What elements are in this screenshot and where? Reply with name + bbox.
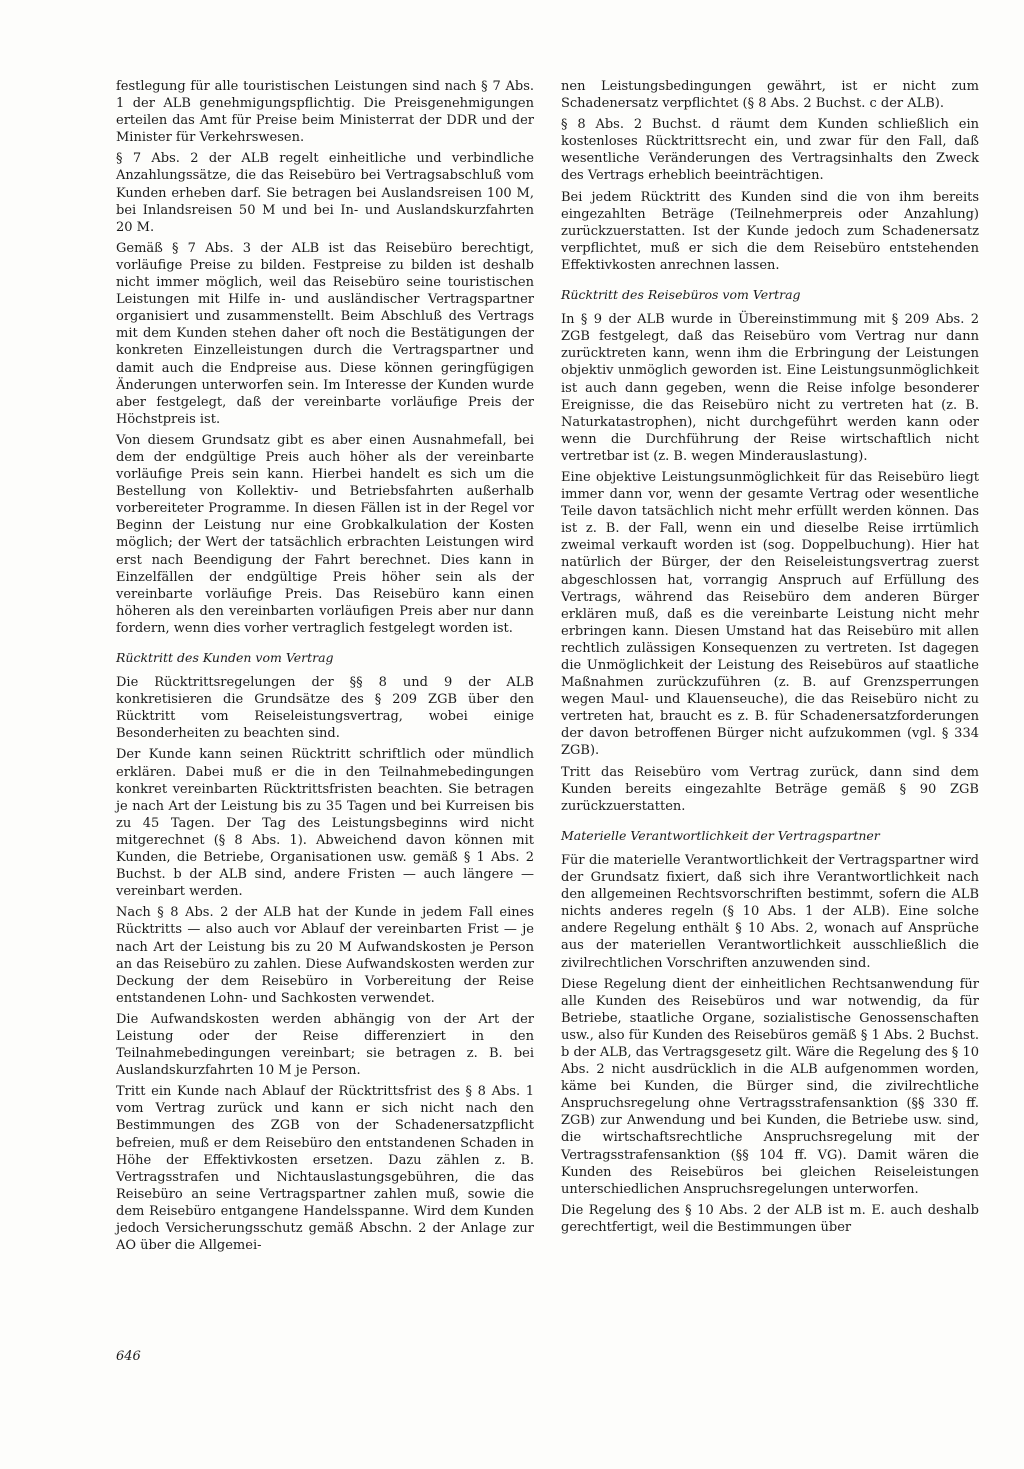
- left-paragraph: § 7 Abs. 2 der ALB regelt einheitliche und verbindliche Anzahlungssätze, die das Reisebüro bei Vertragsabschluß vom Kunden erheben darf. Sie betragen bei Auslandsreisen 100 M, bei Inlandsreisen 50 M und bei In- und Auslandskurzfahrten 20 M.: [116, 151, 534, 235]
- left-paragraph: festlegung für alle touristischen Leistungen sind nach § 7 Abs. 1 der ALB genehmigungspflichtig. Die Preisgenehmigungen erteilen das Amt für Preise beim Ministerrat der DDR und der Minister für Verkehrswesen.: [116, 79, 534, 146]
- right-paragraph: Tritt das Reisebüro vom Vertrag zurück, dann sind dem Kunden bereits eingezahlte Beträge gemäß § 90 ZGB zurückzuerstatten.: [561, 764, 979, 814]
- left-paragraph: Die Rücktrittsregelungen der §§ 8 und 9 der ALB konkretisieren die Grundsätze des § 209 ZGB über den Rücktritt vom Reiseleistungsvertrag, wobei einige Besonderheiten zu beachten sind.: [116, 675, 534, 742]
- right-paragraph: Diese Regelung dient der einheitlichen Rechtsanwendung für alle Kunden des Reisebüros und war notwendig, da für Betriebe, staatliche Organe, sozialistische Genossenschaften usw., also für Kunden des Reisebüros gemäß § 1 Abs. 2 Buchst. b der ALB, das Vertragsgesetz gilt. Wäre die Regelung des § 10 Abs. 2 nicht ausdrücklich in die ALB aufgenommen worden, käme bei Kunden, die Bürger sind, die zivilrechtliche Anspruchsregelung ohne Vertragsstrafensanktion (§§ 330 ff. ZGB) zur Anwendung und bei Kunden, die Betriebe usw. sind, die wirtschaftsrechtliche Anspruchsregelung mit der Vertragsstrafensanktion (§§ 104 ff. VG). Damit wären die Kunden des Reisebüros bei gleichen Reiseleistungen unterschiedlichen Anspruchsregelungen unterworfen.: [561, 976, 979, 1197]
- left-column: [116, 78, 534, 1258]
- right-paragraph: nen Leistungsbedingungen gewährt, ist er nicht zum Schadenersatz verpflichtet (§ 8 Abs. 2 Buchst. c der ALB).: [561, 79, 979, 112]
- left-heading: Rücktritt des Kunden vom Vertrag: [116, 650, 334, 665]
- right-column: [561, 78, 979, 1240]
- left-paragraph: Die Aufwandskosten werden abhängig von der Art der Leistung oder der Reise differenziert in den Teilnahmebedingungen vereinbart; sie betragen z. B. bei Auslandskurzfahrten 10 M je Person.: [116, 1011, 534, 1079]
- right-paragraph: Die Regelung des § 10 Abs. 2 der ALB ist m. E. auch deshalb gerechtfertigt, weil die Bestimmungen über: [561, 1202, 979, 1235]
- left-paragraph: Der Kunde kann seinen Rücktritt schriftlich oder mündlich erklären. Dabei muß er die in den Teilnahmebedingungen konkret vereinbarten Rücktrittsfristen beachten. Sie betragen je nach Art der Leistung bis zu 35 Tagen und bei Kurreisen bis zu 45 Tagen. Der Tag des Leistungsbeginns wird nicht mitgerechnet (§ 8 Abs. 1). Abweichend davon können mit Kunden, die Betriebe, Organisationen usw. gemäß § 1 Abs. 2 Buchst. b der ALB sind, andere Fristen — auch längere — vereinbart werden.: [116, 747, 534, 900]
- right-heading: Materielle Verantwortlichkeit der Vertragspartner: [561, 827, 880, 843]
- left-paragraph: Tritt ein Kunde nach Ablauf der Rücktrittsfrist des § 8 Abs. 1 vom Vertrag zurück und kann er sich nicht nach den Bestimmungen des ZGB von der Schadenersatzpflicht befreien, muß er dem Reisebüro den entstandenen Schaden in Höhe der Effektivkosten ersetzen. Dazu zählen z. B. Vertragsstrafen und Nichtauslastungsgebühren, die das Reisebüro an seine Vertragspartner zahlen muß, sowie die dem Reisebüro entgangene Handelsspanne. Wird dem Kunden jedoch Versicherungsschutz gemäß Abschn. 2 der Anlage zur AO über die Allgemei-: [116, 1084, 534, 1254]
- left-paragraph: Nach § 8 Abs. 2 der ALB hat der Kunde in jedem Fall eines Rücktritts — also auch vor Ablauf der vereinbarten Frist — je nach Art der Leistung bis zu 20 M Aufwandskosten je Person an das Reisebüro zu zahlen. Diese Aufwandskosten werden zur Deckung der dem Reisebüro in Vorbereitung der Reise entstandenen Lohn- und Sachkosten verwendet.: [116, 905, 534, 1006]
- right-paragraph: Bei jedem Rücktritt des Kunden sind die von ihm bereits eingezahlten Beträge (Teilnehmerpreis oder Anzahlung) zurückzuerstatten. Ist der Kunde jedoch zum Schadenersatz verpflichtet, muß er sich die dem Reisebüro entstehenden Effektivkosten anrechnen lassen.: [561, 189, 979, 273]
- page-number: 646: [116, 1349, 141, 1364]
- right-paragraph: § 8 Abs. 2 Buchst. d räumt dem Kunden schließlich ein kostenloses Rücktrittsrecht ein, und zwar für den Fall, daß wesentliche Veränderungen des Vertragsinhalts den Zweck des Vertrags erheblich beeinträchtigen.: [561, 117, 979, 184]
- right-heading: Rücktritt des Reisebüros vom Vertrag: [561, 287, 801, 303]
- right-paragraph: Eine objektive Leistungsunmöglichkeit für das Reisebüro liegt immer dann vor, wenn der gesamte Vertrag oder wesentliche Teile davon tatsächlich nicht mehr erfüllt werden können. Das ist z. B. der Fall, wenn ein und dieselbe Reise irrtümlich zweimal verkauft worden ist (sog. Doppelbuchung). Hier hat natürlich der Bürger, der den Reiseleistungsvertrag zuerst abgeschlossen hat, vorrangig Anspruch auf Erfüllung des Vertrags, während das Reisebüro dem anderen Bürger erklären muß, daß es die vereinbarte Leistung nicht mehr erbringen kann. Diesen Umstand hat das Reisebüro mit allen rechtlich zulässigen Konsequenzen zu vertreten. Ist dagegen die Unmöglichkeit der Leistung des Reisebüros auf staatliche Maßnahmen zurückzuführen (z. B. auf Grenzsperrungen wegen Maul- und Klauenseuche), die das Reisebüro nicht zu vertreten hat, braucht es z. B. für Schadenersatzforderungen der davon betroffenen Bürger nicht aufzukommen (vgl. § 334 ZGB).: [561, 469, 979, 759]
- right-paragraph: In § 9 der ALB wurde in Übereinstimmung mit § 209 Abs. 2 ZGB festgelegt, daß das Reisebüro vom Vertrag nur dann zurücktreten kann, wenn ihm die Erbringung der Leistungen objektiv unmöglich geworden ist. Eine Leistungsunmöglichkeit ist auch dann gegeben, wenn die Reise infolge besonderer Ereignisse, die das Reisebüro nicht zu vertreten hat (z. B. Naturkatastrophen), nicht durchgeführt werden kann oder wenn die Durchführung der Reise wirtschaftlich nicht vertretbar ist (z. B. wegen Minderauslastung).: [561, 312, 979, 464]
- right-paragraph: Für die materielle Verantwortlichkeit der Vertragspartner wird der Grundsatz fixiert, daß sich ihre Verantwortlichkeit nach den allgemeinen Rechtsvorschriften bestimmt, sofern die ALB nichts anderes regeln (§ 10 Abs. 1 der ALB). Eine solche andere Regelung enthält § 10 Abs. 2, wonach auf Ansprüche aus der materiellen Verantwortlichkeit ausschließlich die zivilrechtlichen Vorschriften anzuwenden sind.: [561, 852, 979, 971]
- left-paragraph: Gemäß § 7 Abs. 3 der ALB ist das Reisebüro berechtigt, vorläufige Preise zu bilden. Festpreise zu bilden ist deshalb nicht immer möglich, weil das Reisebüro seine touristischen Leistungen mit Hilfe in- und ausländischer Vertragspartner organisiert und zusammenstellt. Beim Abschluß des Vertrags mit dem Kunden stehen daher oft noch die Bestätigungen der konkreten Einzelleistungen durch die Vertragspartner und damit auch die Endpreise aus. Diese können geringfügigen Änderungen unterworfen sein. Im Interesse der Kunden wurde aber festgelegt, daß der vereinbarte vorläufige Preis der Höchstpreis ist.: [116, 240, 534, 427]
- left-paragraph: Von diesem Grundsatz gibt es aber einen Ausnahmefall, bei dem der endgültige Preis auch höher als der vereinbarte vorläufige Preis sein kann. Hierbei handelt es sich um die Bestellung von Kollektiv- und Betriebsfahrten außerhalb vorbereiteter Programme. In diesen Fällen ist in der Regel vor Beginn der Leistung nur eine Grobkalkulation der Kosten möglich; der Wert der tatsächlich erbrachten Leistungen wird erst nach Beendigung der Fahrt berechnet. Dies kann in Einzelfällen der endgültige Preis höher sein als der vereinbarte vorläufige Preis. Das Reisebüro kann einen höheren als den vereinbarten vorläufigen Preis aber nur dann fordern, wenn dies vorher vertraglich festgelegt worden ist.: [116, 432, 534, 636]
